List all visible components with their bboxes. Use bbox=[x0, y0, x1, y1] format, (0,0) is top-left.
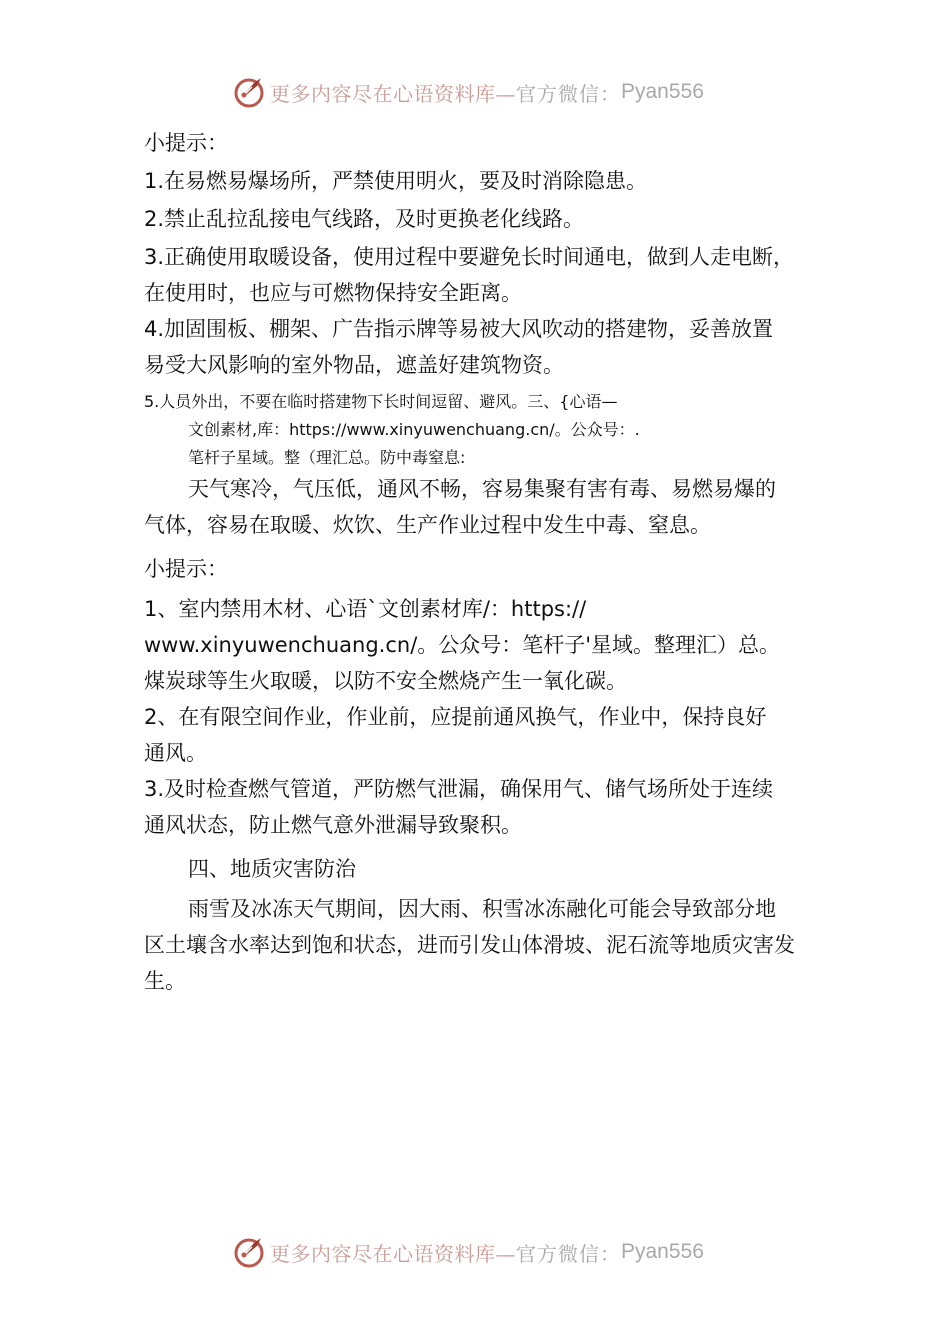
paragraph-line: 文创素材,库：https://www.xinyuwenchuang.cn/。公众号：. bbox=[188, 420, 640, 439]
paragraph-line: www.xinyuwenchuang.cn/。公众号：笔杆子'星域。整理汇）总。 bbox=[144, 633, 781, 657]
paragraph-line: 通风状态，防止燃气意外泄漏导致聚积。 bbox=[144, 813, 522, 837]
paragraph-line: 1、室内禁用木材、心语`文创素材库/：https:// bbox=[144, 597, 587, 621]
header-wechat-id: Pyan556 bbox=[621, 80, 704, 103]
paragraph-line: 天气寒冷，气压低，通风不畅，容易集聚有害有毒、易燃易爆的 bbox=[188, 477, 776, 501]
footer-wechat-id: Pyan556 bbox=[621, 1240, 704, 1263]
paragraph-line: 3.正确使用取暖设备，使用过程中要避免长时间通电，做到人走电断， bbox=[144, 245, 795, 269]
tips-heading: 小提示： bbox=[144, 557, 228, 581]
quill-logo-icon bbox=[232, 75, 266, 109]
paragraph-line: 4.加固围板、棚架、广告指示牌等易被大风吹动的搭建物，妥善放置 bbox=[144, 317, 774, 341]
paragraph-line: 区土壤含水率达到饱和状态，进而引发山体滑坡、泥石流等地质灾害发 bbox=[144, 933, 795, 957]
paragraph-line: 雨雪及冰冻天气期间，因大雨、积雪冰冻融化可能会导致部分地 bbox=[188, 897, 776, 921]
paragraph-line: 易受大风影响的室外物品，遮盖好建筑物资。 bbox=[144, 353, 564, 377]
paragraph-line: 在使用时，也应与可燃物保持安全距离。 bbox=[144, 281, 522, 305]
paragraph-line: 生。 bbox=[144, 969, 186, 993]
footer-slogan: 更多内容尽在心语资料库— bbox=[270, 1241, 516, 1266]
paragraph-line: 气体，容易在取暖、炊饮、生产作业过程中发生中毒、窒息。 bbox=[144, 513, 711, 537]
paragraph-line: 3.及时检查燃气管道，严防燃气泄漏，确保用气、储气场所处于连续 bbox=[144, 777, 774, 801]
header-slogan: 更多内容尽在心语资料库— bbox=[270, 81, 516, 106]
footer-wechat-label: 官方微信： bbox=[516, 1241, 621, 1266]
paragraph-line: 2.禁止乱拉乱接电气线路，及时更换老化线路。 bbox=[144, 207, 585, 231]
paragraph-line: 煤炭球等生火取暖，以防不安全燃烧产生一氧化碳。 bbox=[144, 669, 627, 693]
header-banner bbox=[232, 72, 752, 112]
section-heading: 四、地质灾害防治 bbox=[188, 857, 356, 881]
tips-heading: 小提示： bbox=[144, 131, 228, 155]
paragraph-line: 5.人员外出，不要在临时搭建物下长时间逗留、避风。三、{心语— bbox=[144, 392, 618, 411]
paragraph-line: 1.在易燃易爆场所，严禁使用明火，要及时消除隐患。 bbox=[144, 169, 648, 193]
paragraph-line: 笔杆子星域。整（理汇总。防中毒窒息: bbox=[188, 448, 466, 467]
paragraph-line: 2、在有限空间作业，作业前，应提前通风换气，作业中，保持良好 bbox=[144, 705, 767, 729]
footer-banner bbox=[232, 1232, 752, 1272]
quill-logo-icon bbox=[232, 1235, 266, 1269]
header-wechat-label: 官方微信： bbox=[516, 81, 621, 106]
paragraph-line: 通风。 bbox=[144, 741, 207, 765]
